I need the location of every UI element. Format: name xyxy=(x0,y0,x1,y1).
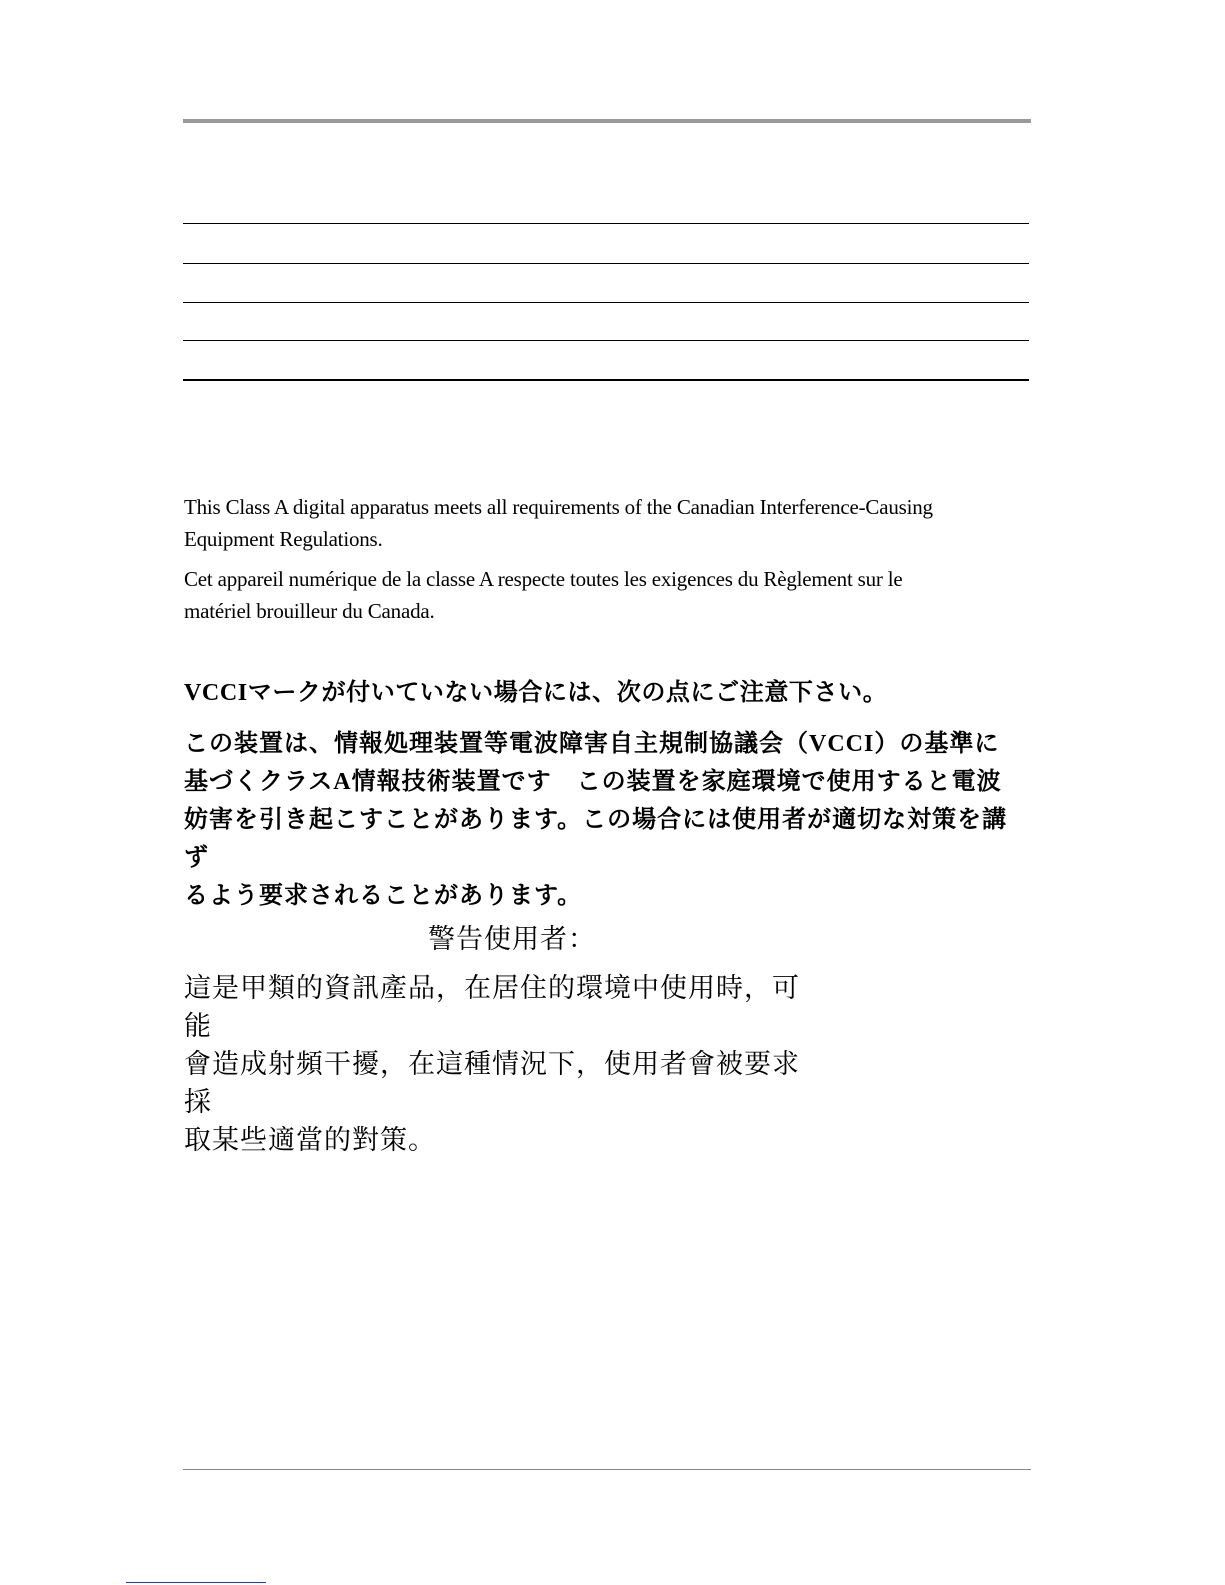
canada-notice-french: Cet appareil numérique de la classe A respecte toutes les exigences du Règlement sur le matériel brouilleur du Canada. xyxy=(184,567,903,623)
table-rule xyxy=(183,340,1029,341)
bsmi-warning-body: 這是甲類的資訊產品，在居住的環境中使用時，可能 會造成射頻干擾，在這種情況下，使用者會被要求採 取某些適當的對策。 xyxy=(184,973,800,1156)
vcci-notice-body: この装置は、情報処理装置等電波障害自主規制協議会（VCCI）の基準に 基づくクラスA情報技術装置です この装置を家庭環境で使用すると電波 妨害を引き起こすことがあります。この場合には使用者が適切な対策を講ず るよう要求されることがあります。 xyxy=(184,731,1008,909)
bsmi-warning-title: 警告使用者： xyxy=(428,924,596,955)
footer-rule xyxy=(183,1469,1031,1470)
canada-notice-english: This Class A digital apparatus meets all requirements of the Canadian Interference-Causing Equipment Regulations. xyxy=(184,495,933,551)
table-rule xyxy=(183,263,1029,264)
vcci-notice-heading: VCCIマークが付いていない場合には、次の点にご注意下さい。 xyxy=(184,680,888,706)
table-rule-bottom xyxy=(183,379,1029,381)
header-rule xyxy=(183,119,1031,123)
table-rule-top xyxy=(183,223,1029,224)
link-underline[interactable] xyxy=(126,1582,266,1583)
table-rule xyxy=(183,302,1029,303)
